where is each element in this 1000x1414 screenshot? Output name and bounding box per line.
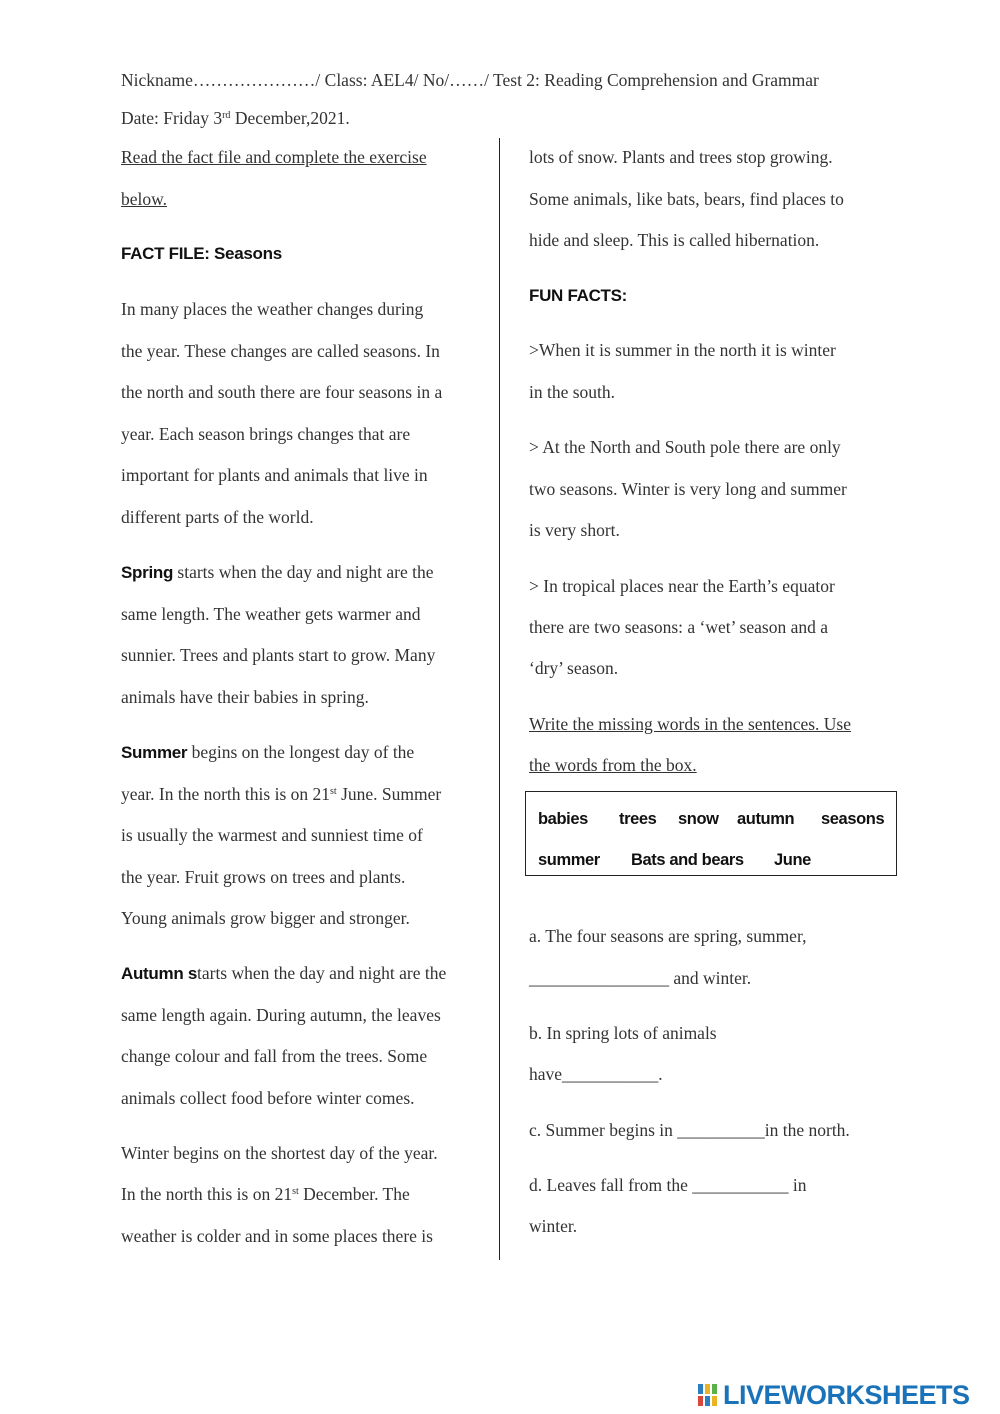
spring-line bbox=[121, 562, 434, 583]
autumn-line: same length again. During autumn, the leaves bbox=[121, 1005, 441, 1025]
fun-fact-line: there are two seasons: a ‘wet’ season and a bbox=[529, 617, 828, 637]
word-seasons: seasons bbox=[821, 810, 885, 828]
instruction-line-1: Read the fact file and complete the exercise bbox=[121, 147, 427, 167]
question-d[interactable]: d. Leaves fall from the ___________ in bbox=[529, 1175, 807, 1195]
fun-fact-line: ‘dry’ season. bbox=[529, 658, 619, 678]
summer-line bbox=[121, 742, 414, 763]
word-autumn: autumn bbox=[737, 810, 795, 828]
intro-line: In many places the weather changes during bbox=[121, 299, 424, 319]
autumn-text: tarts when the day and night are the bbox=[196, 963, 447, 983]
fun-fact-line: is very short. bbox=[529, 520, 620, 540]
spring-heading: Spring bbox=[121, 563, 174, 582]
winter-cont-line: Some animals, like bats, bears, find places to bbox=[529, 189, 844, 209]
summer-sup: st bbox=[330, 786, 337, 797]
question-b-blank[interactable]: have___________. bbox=[529, 1064, 663, 1084]
intro-line: the year. These changes are called seasons. In bbox=[121, 341, 440, 361]
autumn-line: animals collect food before winter comes. bbox=[121, 1088, 415, 1108]
date-prefix: Date: Friday 3 bbox=[121, 108, 223, 128]
exercise-instruction: Write the missing words in the sentences. Use bbox=[529, 714, 852, 734]
question-a-blank[interactable]: ________________ and winter. bbox=[529, 968, 752, 988]
word-snow: snow bbox=[678, 810, 719, 828]
spring-line: sunnier. Trees and plants start to grow. Many bbox=[121, 645, 436, 665]
word-trees: trees bbox=[619, 810, 657, 828]
winter-sup: st bbox=[292, 1186, 299, 1197]
fun-fact-line: > At the North and South pole there are only bbox=[529, 437, 841, 457]
summer-heading: Summer bbox=[121, 743, 188, 762]
intro-line: year. Each season brings changes that are bbox=[121, 424, 411, 444]
summer-line: Young animals grow bigger and stronger. bbox=[121, 908, 410, 928]
header-line: Nickname…………………/ Class: AEL4/ No/……/ Test 2: Reading Comprehension and Grammar bbox=[121, 70, 819, 90]
question-a: a. The four seasons are spring, summer, bbox=[529, 926, 807, 946]
logo-icon bbox=[697, 1381, 719, 1409]
spring-line: same length. The weather gets warmer and bbox=[121, 604, 421, 624]
winter-cont-line: lots of snow. Plants and trees stop growing. bbox=[529, 147, 833, 167]
date-sup: rd bbox=[222, 110, 231, 121]
fact-file-title: FACT FILE: Seasons bbox=[121, 244, 282, 263]
intro-line: important for plants and animals that live in bbox=[121, 465, 428, 485]
spring-text: starts when the day and night are the bbox=[173, 562, 434, 582]
intro-line: the north and south there are four seasons in a bbox=[121, 382, 443, 402]
autumn-line: change colour and fall from the trees. Some bbox=[121, 1046, 428, 1066]
logo-text: LIVEWORKSHEETS bbox=[723, 1379, 970, 1410]
spring-line: animals have their babies in spring. bbox=[121, 687, 369, 707]
header-date bbox=[121, 108, 350, 128]
fun-facts-title: FUN FACTS: bbox=[529, 286, 628, 305]
summer-text: begins on the longest day of the bbox=[187, 742, 415, 762]
fun-fact-line: >When it is summer in the north it is winter bbox=[529, 340, 836, 360]
summer-line: the year. Fruit grows on trees and plants. bbox=[121, 867, 406, 887]
word-bats-and-bears: Bats and bears bbox=[631, 851, 744, 869]
instruction-line-2: below. bbox=[121, 189, 168, 209]
intro-line: different parts of the world. bbox=[121, 507, 314, 527]
question-c[interactable]: c. Summer begins in __________in the north. bbox=[529, 1120, 850, 1140]
winter-line: Winter begins on the shortest day of the year. bbox=[121, 1143, 438, 1163]
column-divider bbox=[499, 138, 500, 1260]
winter-line: weather is colder and in some places there is bbox=[121, 1226, 433, 1246]
autumn-line bbox=[121, 963, 446, 984]
fun-fact-line: > In tropical places near the Earth’s equator bbox=[529, 576, 835, 596]
fun-fact-line: in the south. bbox=[529, 382, 616, 402]
summer-text: year. In the north this is on 21 bbox=[121, 784, 331, 804]
summer-line: is usually the warmest and sunniest time of bbox=[121, 825, 423, 845]
winter-text: December. The bbox=[298, 1184, 410, 1204]
date-suffix: December,2021. bbox=[230, 108, 350, 128]
winter-text: In the north this is on 21 bbox=[121, 1184, 293, 1204]
question-b: b. In spring lots of animals bbox=[529, 1023, 717, 1043]
summer-line bbox=[121, 784, 441, 804]
word-june: June bbox=[774, 851, 811, 869]
question-d-end: winter. bbox=[529, 1216, 578, 1236]
word-babies: babies bbox=[538, 810, 588, 828]
liveworksheets-logo[interactable] bbox=[697, 1377, 970, 1413]
word-summer: summer bbox=[538, 851, 600, 869]
winter-cont-line: hide and sleep. This is called hibernation. bbox=[529, 230, 820, 250]
fun-fact-line: two seasons. Winter is very long and summer bbox=[529, 479, 847, 499]
exercise-instruction: the words from the box. bbox=[529, 755, 697, 775]
winter-line bbox=[121, 1184, 410, 1204]
summer-text: June. Summer bbox=[336, 784, 442, 804]
autumn-heading: Autumn s bbox=[121, 964, 197, 983]
